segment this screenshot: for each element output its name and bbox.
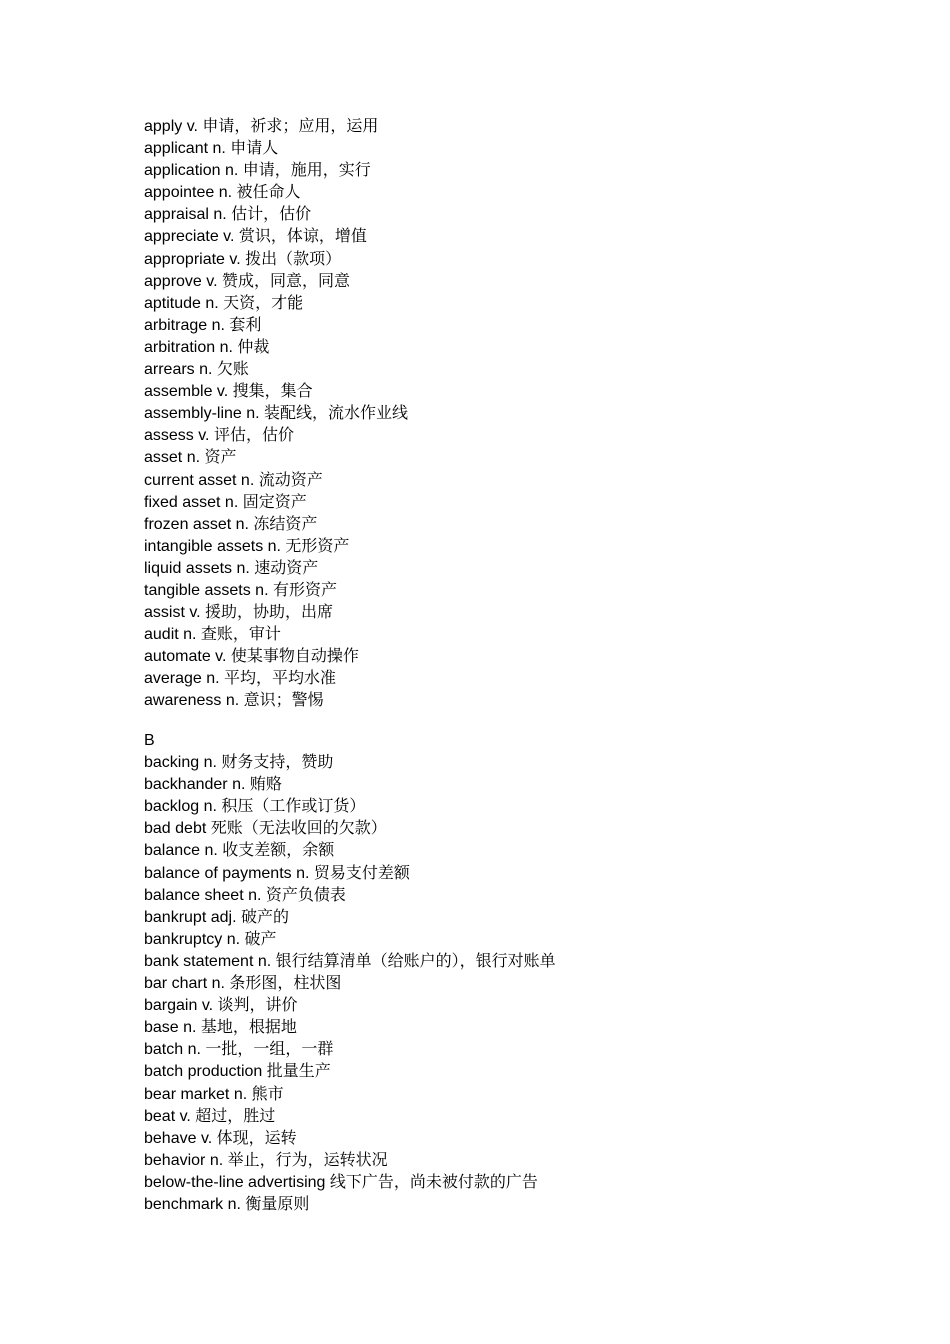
glossary-entry: beat v. 超过，胜过 — [144, 1107, 276, 1125]
glossary-entry: asset n. 资产 — [144, 449, 237, 467]
glossary-entry: behavior n. 举止，行为，运转状况 — [144, 1151, 388, 1169]
glossary-section-a — [144, 116, 408, 713]
glossary-entry: applicant n. 申请人 — [144, 140, 279, 158]
glossary-entry: balance n. 收支差额，余额 — [144, 842, 335, 860]
glossary-entry: bankrupt adj. 破产的 — [144, 908, 289, 926]
glossary-entry: behave v. 体现，运转 — [144, 1129, 297, 1147]
glossary-entry: assembly-line n. 装配线，流水作业线 — [144, 405, 409, 423]
glossary-entry: tangible assets n. 有形资产 — [144, 581, 337, 599]
glossary-entry: automate v. 使某事物自动操作 — [144, 648, 359, 666]
glossary-entry: approve v. 赞成，同意，同意 — [144, 272, 350, 290]
glossary-entry: bar chart n. 条形图，柱状图 — [144, 975, 342, 993]
glossary-entry: backlog n. 积压（工作或订货） — [144, 798, 366, 816]
glossary-entry: frozen asset n. 冻结资产 — [144, 515, 318, 533]
glossary-entry: assess v. 评估，估价 — [144, 427, 294, 445]
glossary-entry: arbitration n. 仲裁 — [144, 338, 270, 356]
glossary-entry: bankruptcy n. 破产 — [144, 930, 277, 948]
section-letter-heading: B — [144, 732, 155, 749]
glossary-entry: application n. 申请，施用，实行 — [144, 162, 371, 180]
glossary-entry: apply v. 申请，祈求；应用，运用 — [144, 118, 379, 135]
glossary-entry: bear market n. 熊市 — [144, 1085, 284, 1103]
glossary-section-b — [144, 730, 556, 1216]
glossary-entry: assemble v. 搜集，集合 — [144, 383, 313, 401]
glossary-entry: fixed asset n. 固定资产 — [144, 493, 307, 511]
glossary-entry: appropriate v. 拨出（款项） — [144, 250, 342, 268]
glossary-entry: assist v. 援助，协助，出席 — [144, 604, 334, 622]
glossary-entry: batch n. 一批，一组，一群 — [144, 1041, 334, 1059]
glossary-entry: arbitrage n. 套利 — [144, 316, 262, 334]
glossary-entry: intangible assets n. 无形资产 — [144, 537, 350, 555]
glossary-entry: aptitude n. 天资，才能 — [144, 294, 304, 312]
glossary-entry: liquid assets n. 速动资产 — [144, 559, 319, 577]
glossary-entry: bad debt 死账（无法收回的欠款） — [144, 820, 387, 838]
glossary-entry: balance sheet n. 资产负债表 — [144, 886, 346, 904]
glossary-entry: benchmark n. 衡量原则 — [144, 1195, 310, 1213]
glossary-entry: bank statement n. 银行结算清单（给账户的），银行对账单 — [144, 952, 556, 970]
glossary-entry: backhander n. 贿赂 — [144, 776, 282, 794]
glossary-entry: audit n. 查账，审计 — [144, 626, 281, 644]
glossary-entry: awareness n. 意识；警惕 — [144, 692, 324, 710]
glossary-entry: batch production 批量生产 — [144, 1063, 331, 1081]
glossary-entry: arrears n. 欠账 — [144, 361, 249, 379]
glossary-entry: base n. 基地，根据地 — [144, 1019, 297, 1037]
glossary-entry: current asset n. 流动资产 — [144, 471, 323, 489]
glossary-entry: bargain v. 谈判，讲价 — [144, 997, 298, 1015]
glossary-entry: appraisal n. 估计，估价 — [144, 206, 312, 224]
glossary-entry: balance of payments n. 贸易支付差额 — [144, 864, 410, 882]
glossary-entry: appointee n. 被任命人 — [144, 184, 301, 202]
glossary-entry: below-the-line advertising 线下广告，尚未被付款的广告 — [144, 1173, 538, 1191]
glossary-entry: average n. 平均，平均水准 — [144, 670, 337, 688]
glossary-entry: backing n. 财务支持，赞助 — [144, 754, 334, 772]
glossary-entry: appreciate v. 赏识，体谅，增值 — [144, 228, 367, 246]
